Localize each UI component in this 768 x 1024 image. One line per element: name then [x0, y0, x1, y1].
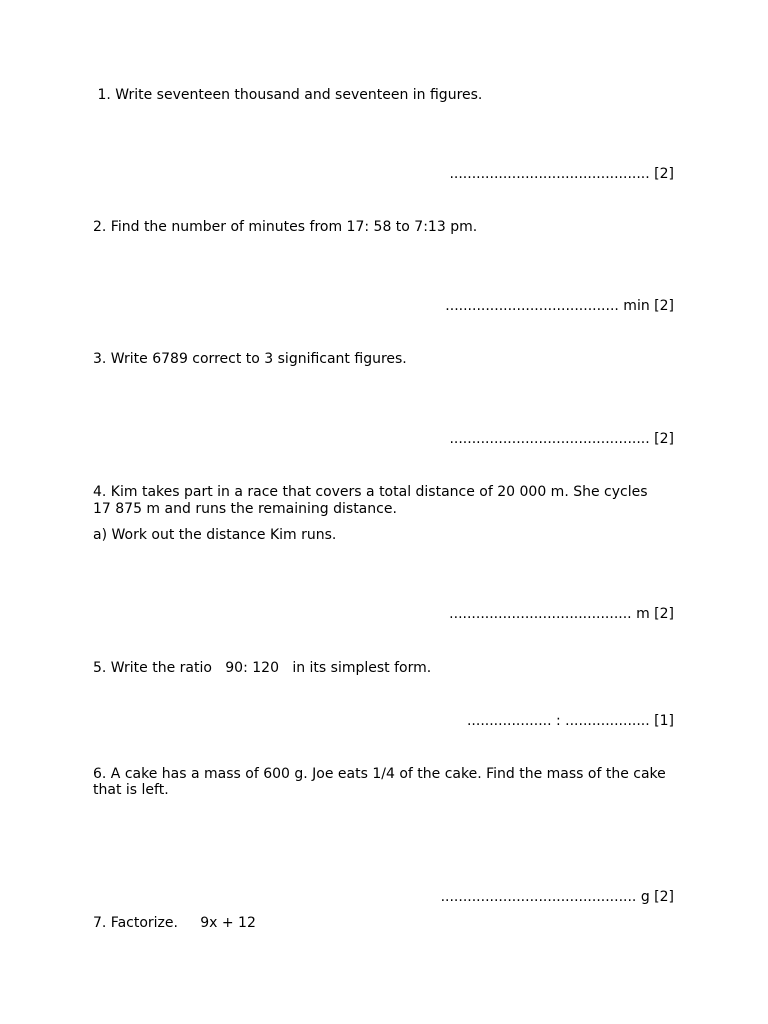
question-1-answer-line: ............................................. [2] [449, 166, 674, 182]
question-3-answer-line: ............................................. [2] [449, 431, 674, 447]
question-4-text-line-2: 17 875 m and runs the remaining distance. [93, 501, 397, 517]
question-4-answer-line: ......................................... m [2] [449, 606, 674, 622]
question-7-text: 7. Factorize. 9x + 12 [93, 915, 256, 931]
question-6-text-line-2: that is left. [93, 782, 169, 798]
question-4-part-a: a) Work out the distance Kim runs. [93, 527, 337, 543]
question-4-text-line-1: 4. Kim takes part in a race that covers a total distance of 20 000 m. She cycles [93, 484, 648, 500]
question-5-text: 5. Write the ratio 90: 120 in its simplest form. [93, 660, 432, 676]
question-2-text: 2. Find the number of minutes from 17: 58 to 7:13 pm. [93, 219, 478, 235]
question-2-answer-line: ....................................... min [2] [445, 298, 674, 314]
question-3-text: 3. Write 6789 correct to 3 significant figures. [93, 351, 407, 367]
question-6-text-line-1: 6. A cake has a mass of 600 g. Joe eats 1/4 of the cake. Find the mass of the cake [93, 766, 666, 782]
question-1-text: 1. Write seventeen thousand and seventeen in figures. [93, 87, 483, 103]
question-5-answer-line: ................... : ................... [1] [466, 713, 674, 729]
question-6-answer-line: ............................................ g [2] [440, 889, 674, 905]
